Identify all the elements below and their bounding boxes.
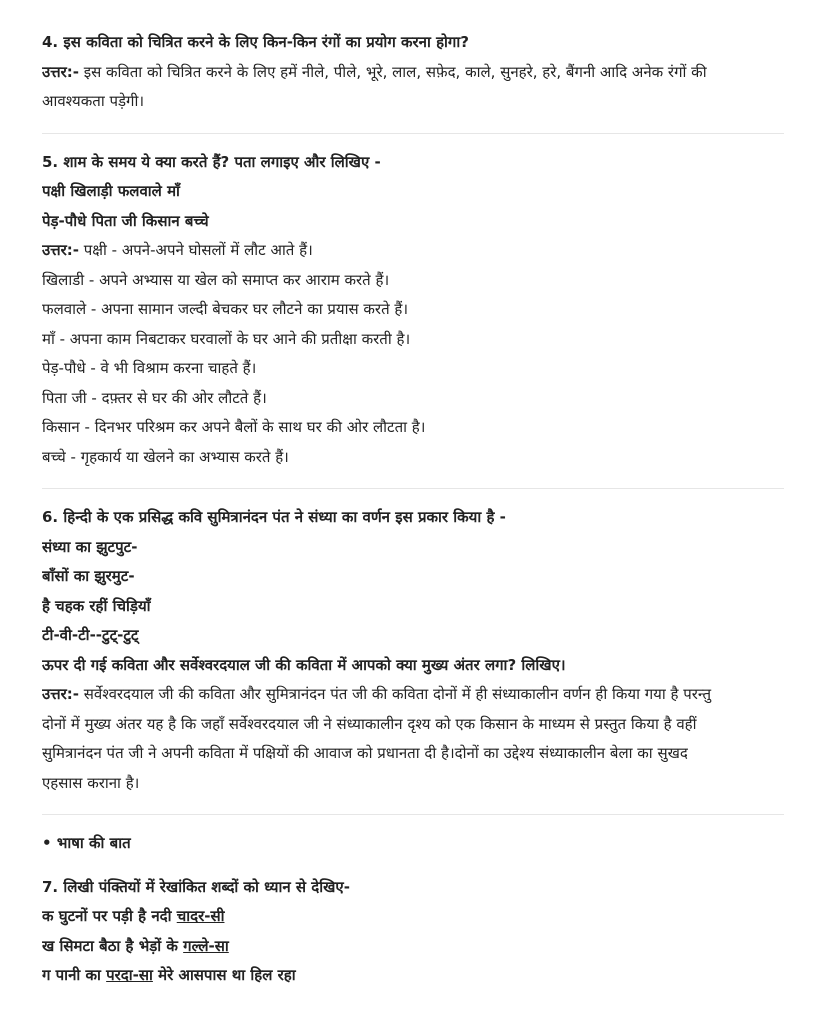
answer-4-line-2: आवश्यकता पड़ेगी।: [42, 92, 145, 110]
answer-label: उत्तर:-: [42, 241, 79, 259]
answer-label: उत्तर:-: [42, 62, 79, 81]
question-5: 5. शाम के समय ये क्या करते हैं? पता लगाइए और लिखिए -: [42, 152, 381, 171]
answer-5-line-5: पेड़-पौधे - वे भी विश्राम करना चाहते हैं।: [42, 359, 257, 377]
answer-5-line-1: उत्तर:- पक्षी - अपने-अपने घोसलों में लौट आते हैं।: [42, 241, 313, 259]
answer-5-line-8: बच्चे - गृहकार्य या खेलने का अभ्यास करते हैं।: [42, 447, 289, 466]
bullet-icon: •: [42, 834, 52, 852]
answer-4-line-1: उत्तर:- इस कविता को चित्रित करने के लिए हमें नीले, पीले, भूरे, लाल, सफ़ेद, काले, सुनहरे, हरे, बैंगनी आदि अनेक रंगों की: [42, 62, 707, 81]
poem-line-3: है चहक रहीं चिड़ियाँ: [42, 596, 151, 615]
underlined-word: चादर-सी: [176, 907, 225, 925]
divider: [42, 133, 784, 134]
question-6: 6. हिन्दी के एक प्रसिद्ध कवि सुमित्रानंदन पंत ने संध्या का वर्णन इस प्रकार किया है -: [42, 508, 506, 526]
answer-5-line-6: पिता जी - दफ़्तर से घर की ओर लौटते हैं।: [42, 388, 267, 407]
example-line-1: क घुटनों पर पड़ी है नदी चादर-सी: [42, 907, 225, 925]
answer-5-line-2: खिलाडी - अपने अभ्यास या खेल को समाप्त कर आराम करते हैं।: [42, 270, 390, 289]
answer-label: उत्तर:-: [42, 685, 79, 703]
answer-5-line-3: फलवाले - अपना सामान जल्दी बेचकर घर लौटने का प्रयास करते हैं।: [42, 300, 409, 318]
underlined-word: परदा-सा: [106, 966, 153, 984]
question-6-prompt: ऊपर दी गई कविता और सर्वेश्वरदयाल जी की कविता में आपको क्या मुख्य अंतर लगा? लिखिए।: [42, 655, 566, 674]
example-line-2: ख सिमटा बैठा है भेड़ों के गल्ले-सा: [42, 936, 229, 955]
divider: [42, 814, 784, 815]
divider: [42, 488, 784, 489]
example-line-3: ग पानी का परदा-सा मेरे आसपास था हिल रहा: [42, 966, 296, 984]
poem-line-2: बाँसों का झुरमुट-: [42, 567, 135, 585]
underlined-word: गल्ले-सा: [183, 936, 229, 955]
section-heading: • भाषा की बात: [42, 834, 131, 852]
question-7: 7. लिखी पंक्तियों में रेखांकित शब्दों को ध्यान से देखिए-: [42, 877, 350, 896]
answer-6-line-1: उत्तर:- सर्वेश्वरदयाल जी की कविता और सुमित्रानंदन पंत जी की कविता दोनों में ही संध्याकालीन वर्णन ही किया गया है परन्तु: [42, 685, 712, 703]
poem-line-4: टी-वी-टी--टुट्-टुट्: [42, 626, 139, 644]
answer-6-line-2: दोनों में मुख्य अंतर यह है कि जहाँ सर्वेश्वरदयाल जी ने संध्याकालीन दृश्य को एक किसान के माध्यम से प्रस्तुत किया है वहीं: [42, 714, 697, 733]
answer-6-line-4: एहसास कराना है।: [42, 773, 140, 792]
question-4: 4. इस कविता को चित्रित करने के लिए किन-किन रंगों का प्रयोग करना होगा?: [42, 33, 469, 51]
spacer: [42, 859, 784, 873]
question-5-list-1: पक्षी खिलाड़ी फलवाले माँ: [42, 182, 180, 200]
answer-6-line-3: सुमित्रानंदन पंत जी ने अपनी कविता में पक्षियों की आवाज को प्रधानता दी है।दोनों का उद्देश्य संध्याकालीन बेला का सुखद: [42, 744, 688, 762]
answer-5-line-4: माँ - अपना काम निबटाकर घरवालों के घर आने की प्रतीक्षा करती है।: [42, 329, 411, 348]
answer-5-line-7: किसान - दिनभर परिश्रम कर अपने बैलों के साथ घर की ओर लौटता है।: [42, 418, 426, 436]
poem-line-1: संध्या का झुटपुट-: [42, 537, 138, 556]
question-5-list-2: पेड़-पौधे पिता जी किसान बच्चे: [42, 211, 209, 230]
